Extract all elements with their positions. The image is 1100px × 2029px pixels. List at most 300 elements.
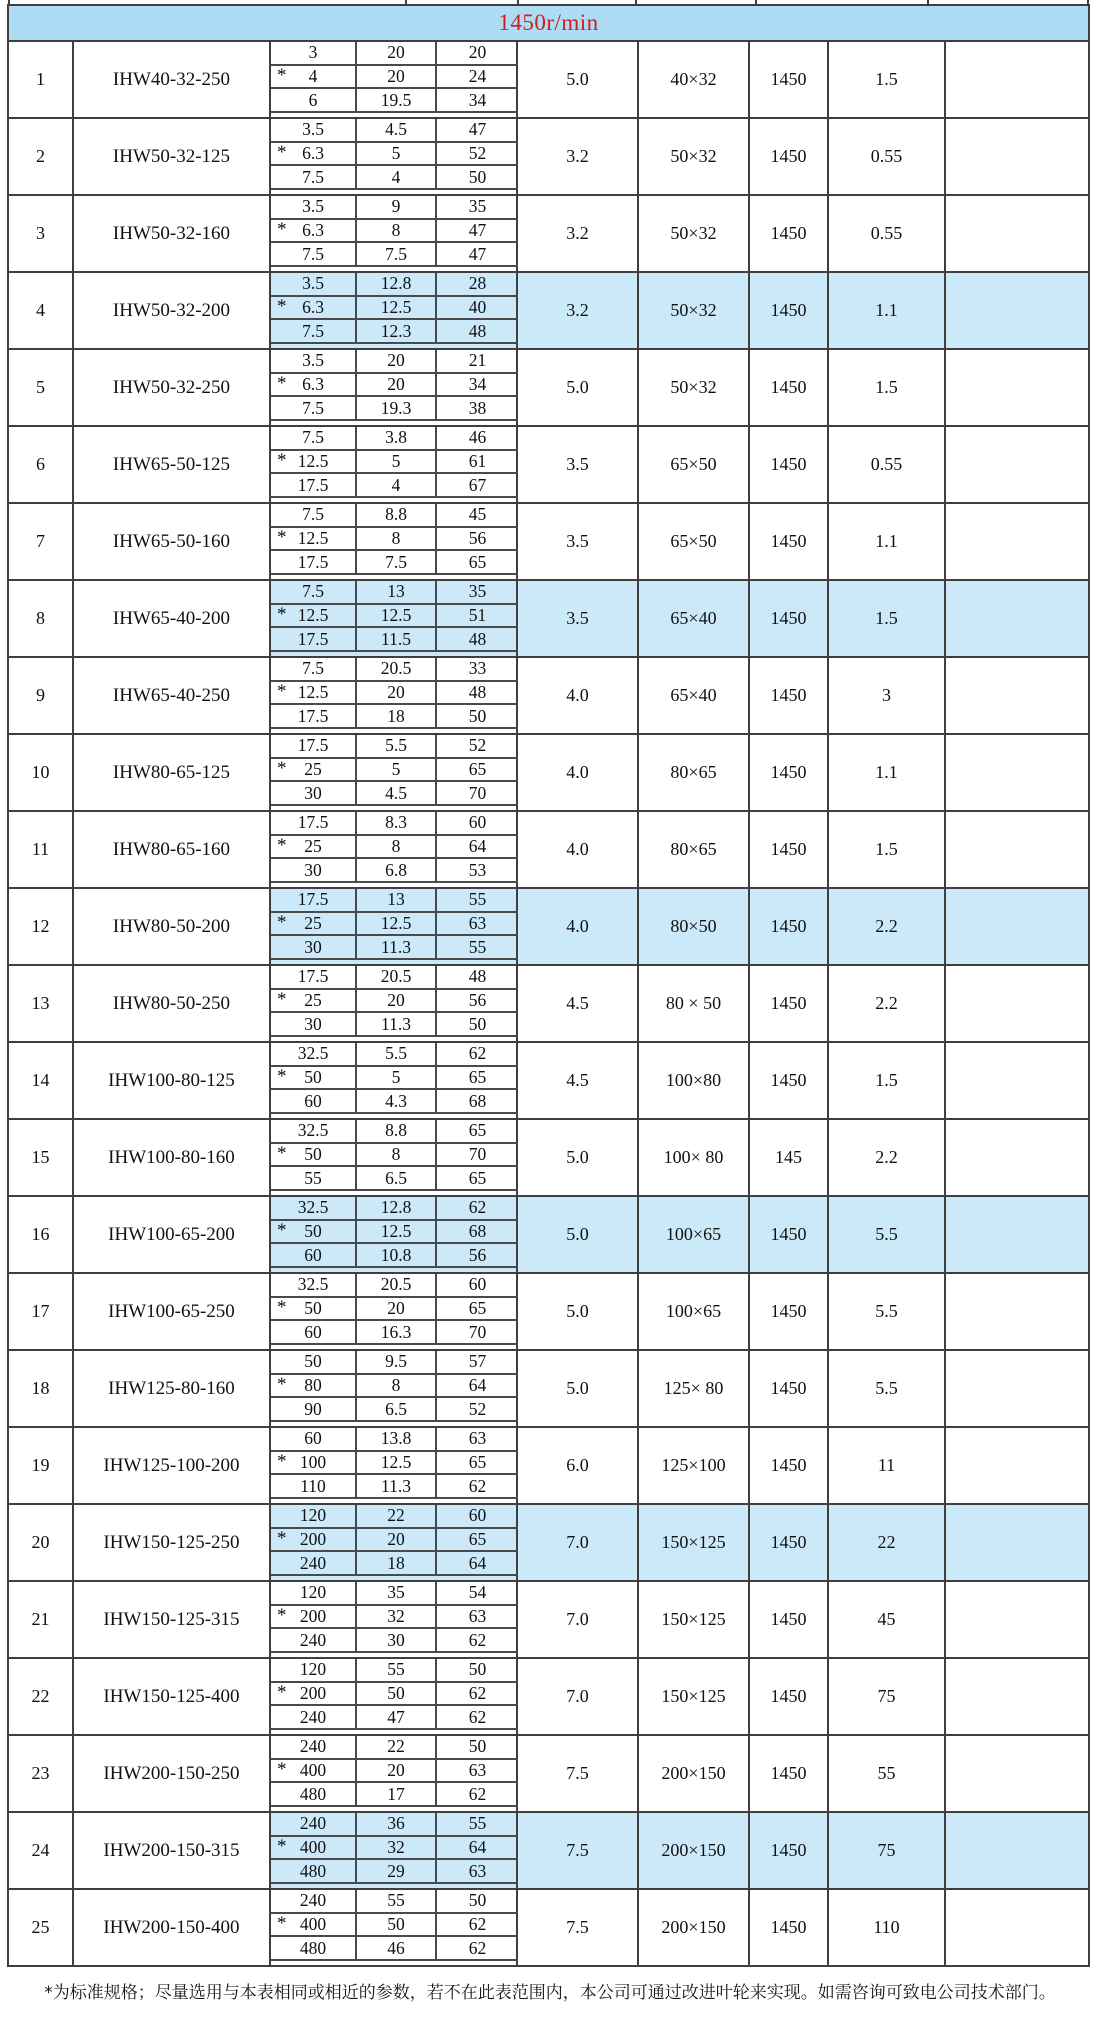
sub-cell-value: 16.3 xyxy=(380,1321,412,1342)
sub-cell-value: 10.8 xyxy=(380,1244,412,1265)
sub-cell-value: 52 xyxy=(468,735,487,756)
cell-power: 75 xyxy=(829,1813,946,1888)
sub-cell-value: 3.5 xyxy=(302,273,324,294)
cell-flow-head-eff xyxy=(271,581,518,656)
sub-cell-value: 200 xyxy=(299,1528,327,1549)
sub-cell-flow xyxy=(271,1890,357,1914)
sub-cell-value: 17.5 xyxy=(297,812,329,833)
table-row xyxy=(9,656,1088,733)
cell-power: 1.5 xyxy=(829,350,946,425)
cell-row-number: 8 xyxy=(9,581,74,656)
cell-npsh: 7.5 xyxy=(518,1890,639,1965)
sub-cell-value: 60 xyxy=(468,812,487,833)
sub-cell-efficiency xyxy=(437,1274,518,1298)
sub-cell-flow xyxy=(271,119,357,143)
sub-cell-value: 3 xyxy=(308,42,318,63)
sub-cell-value: 480 xyxy=(299,1783,327,1804)
cell-row-number: 7 xyxy=(9,504,74,579)
cell-flow-head-eff xyxy=(271,1351,518,1426)
cell-speed: 1450 xyxy=(750,966,829,1041)
cell-row-number: 2 xyxy=(9,119,74,194)
cell-flow-head-eff xyxy=(271,1043,518,1118)
sub-cell-value: 12.5 xyxy=(380,604,412,625)
sub-cell-head xyxy=(357,966,437,990)
sub-cell-value: 62 xyxy=(468,1783,487,1804)
sub-cell-efficiency xyxy=(437,320,518,344)
sub-cell-value: 6 xyxy=(308,89,318,110)
cell-flow-head-eff xyxy=(271,812,518,887)
sub-cell-efficiency xyxy=(437,889,518,913)
cell-power: 45 xyxy=(829,1582,946,1657)
sub-cell-efficiency xyxy=(437,682,518,706)
sub-cell-value: 8 xyxy=(391,1143,401,1164)
sub-cell-value: 13 xyxy=(387,889,405,910)
sub-cell-value: 60 xyxy=(304,1244,322,1265)
sub-cell-head xyxy=(357,273,437,297)
sub-cell-value: 12.5 xyxy=(297,681,329,702)
sub-cell-value: 32.5 xyxy=(297,1120,329,1141)
sub-cell-value: 50 xyxy=(304,1351,322,1372)
sub-cell-value: 25 xyxy=(304,912,322,933)
sub-cell-value: 7.5 xyxy=(302,243,324,264)
sub-cell-value: 34 xyxy=(468,373,487,394)
sub-cell-value: 70 xyxy=(468,1143,487,1164)
sub-cell-flow xyxy=(271,474,357,498)
sub-cell-value: 32.5 xyxy=(297,1197,329,1218)
top-border-tick xyxy=(517,0,519,5)
sub-cell-head xyxy=(357,812,437,836)
cell-power: 0.55 xyxy=(829,427,946,502)
sub-cell-flow xyxy=(271,1813,357,1837)
sub-cell-value: 8.3 xyxy=(385,812,407,833)
sub-cell-value: 64 xyxy=(468,835,487,856)
sub-cell-flow: * 12.5 xyxy=(271,451,357,475)
sub-cell-value: 55 xyxy=(304,1167,322,1188)
cell-speed: 1450 xyxy=(750,581,829,656)
sub-cell-value: 6.3 xyxy=(302,142,324,163)
cell-speed: 1450 xyxy=(750,1505,829,1580)
sub-cell-head xyxy=(357,397,437,421)
sub-cell-head xyxy=(357,658,437,682)
cell-blank xyxy=(946,42,1088,117)
cell-power: 2.2 xyxy=(829,966,946,1041)
sub-cell-value: 30 xyxy=(304,859,322,880)
cell-npsh: 5.0 xyxy=(518,42,639,117)
sub-cell-efficiency xyxy=(437,1813,518,1837)
cell-port-size: 200×150 xyxy=(639,1736,750,1811)
sub-cell-flow: * 25 xyxy=(271,913,357,937)
cell-npsh: 4.5 xyxy=(518,1043,639,1118)
sub-cell-value: 35 xyxy=(468,196,487,217)
cell-row-number: 21 xyxy=(9,1582,74,1657)
sub-cell-head xyxy=(357,528,437,552)
sub-cell-efficiency xyxy=(437,1351,518,1375)
sub-cell-efficiency xyxy=(437,735,518,759)
cell-power: 0.55 xyxy=(829,196,946,271)
cell-npsh: 4.0 xyxy=(518,889,639,964)
sub-cell-value: 7.5 xyxy=(302,504,324,525)
sub-cell-value: 22 xyxy=(387,1736,405,1757)
cell-flow-head-eff xyxy=(271,504,518,579)
cell-blank xyxy=(946,1043,1088,1118)
sub-cell-efficiency xyxy=(437,1221,518,1245)
cell-npsh: 6.0 xyxy=(518,1428,639,1503)
sub-cell-value: 50 xyxy=(387,1682,405,1703)
sub-cell-value: 63 xyxy=(468,912,487,933)
sub-cell-efficiency xyxy=(437,528,518,552)
cell-flow-head-eff xyxy=(271,42,518,117)
sub-cell-value: 35 xyxy=(468,581,487,602)
sub-cell-flow: * 80 xyxy=(271,1375,357,1399)
sub-cell-flow xyxy=(271,1274,357,1298)
sub-cell-flow: * 6.3 xyxy=(271,143,357,167)
sub-cell-efficiency xyxy=(437,1120,518,1144)
flow-head-eff-grid xyxy=(271,658,518,729)
cell-blank xyxy=(946,1351,1088,1426)
sub-cell-value: 20 xyxy=(387,1759,405,1780)
sub-cell-efficiency xyxy=(437,297,518,321)
sub-cell-efficiency xyxy=(437,89,518,113)
sub-cell-flow xyxy=(271,427,357,451)
sub-cell-head xyxy=(357,1582,437,1606)
sub-cell-flow xyxy=(271,705,357,729)
cell-port-size: 150×125 xyxy=(639,1505,750,1580)
cell-speed: 1450 xyxy=(750,427,829,502)
table-row xyxy=(9,964,1088,1041)
top-border-tick xyxy=(927,0,929,5)
sub-cell-head xyxy=(357,504,437,528)
sub-cell-efficiency xyxy=(437,812,518,836)
cell-npsh: 7.0 xyxy=(518,1582,639,1657)
sub-cell-value: 25 xyxy=(304,758,322,779)
sub-cell-efficiency xyxy=(437,1144,518,1168)
cell-row-number: 25 xyxy=(9,1890,74,1965)
sub-cell-efficiency xyxy=(437,1552,518,1576)
sub-cell-efficiency xyxy=(437,1659,518,1683)
sub-cell-value: 240 xyxy=(299,1706,327,1727)
sub-cell-head xyxy=(357,1552,437,1576)
cell-speed: 1450 xyxy=(750,1043,829,1118)
sub-cell-efficiency xyxy=(437,42,518,66)
sub-cell-head xyxy=(357,1375,437,1399)
sub-cell-head xyxy=(357,297,437,321)
top-border-tick xyxy=(405,0,407,5)
sub-cell-flow: * 25 xyxy=(271,836,357,860)
sub-cell-flow: * 200 xyxy=(271,1683,357,1707)
flow-head-eff-grid xyxy=(271,812,518,883)
sub-cell-efficiency xyxy=(437,119,518,143)
cell-npsh: 5.0 xyxy=(518,1351,639,1426)
sub-cell-head xyxy=(357,1013,437,1037)
cell-flow-head-eff xyxy=(271,1274,518,1349)
sub-cell-head xyxy=(357,1629,437,1653)
sub-cell-value: 20 xyxy=(468,42,487,63)
top-border-tick xyxy=(1087,0,1089,5)
cell-power: 1.1 xyxy=(829,273,946,348)
sub-cell-value: 30 xyxy=(304,936,322,957)
table-row xyxy=(9,579,1088,656)
cell-row-number: 3 xyxy=(9,196,74,271)
sub-cell-head xyxy=(357,1736,437,1760)
cell-model: IHW200-150-400 xyxy=(74,1890,271,1965)
sub-cell-value: 62 xyxy=(468,1197,487,1218)
sub-cell-flow xyxy=(271,1244,357,1268)
cell-power: 5.5 xyxy=(829,1351,946,1426)
table-row xyxy=(9,1811,1088,1888)
sub-cell-efficiency xyxy=(437,1398,518,1422)
sub-cell-efficiency xyxy=(437,1067,518,1091)
sub-cell-flow xyxy=(271,1629,357,1653)
sub-cell-head xyxy=(357,451,437,475)
sub-cell-flow: * 4 xyxy=(271,66,357,90)
sub-cell-head xyxy=(357,1067,437,1091)
sub-cell-value: 60 xyxy=(304,1321,322,1342)
cell-power: 1.5 xyxy=(829,1043,946,1118)
sub-cell-value: 20.5 xyxy=(380,658,412,679)
sub-cell-value: 6.3 xyxy=(302,373,324,394)
cell-port-size: 100×65 xyxy=(639,1274,750,1349)
sub-cell-value: 4 xyxy=(391,166,401,187)
sub-cell-value: 46 xyxy=(468,427,487,448)
sub-cell-head xyxy=(357,1144,437,1168)
sub-cell-efficiency xyxy=(437,1890,518,1914)
table-row xyxy=(9,1349,1088,1426)
cell-blank xyxy=(946,427,1088,502)
sub-cell-value: 50 xyxy=(304,1066,322,1087)
sub-cell-value: 47 xyxy=(468,243,487,264)
cell-model: IHW100-65-250 xyxy=(74,1274,271,1349)
sub-cell-flow xyxy=(271,1505,357,1529)
sub-cell-efficiency xyxy=(437,1475,518,1499)
cell-npsh: 4.0 xyxy=(518,812,639,887)
sub-cell-value: 7.5 xyxy=(302,166,324,187)
sub-cell-head xyxy=(357,143,437,167)
sub-cell-efficiency xyxy=(437,1606,518,1630)
sub-cell-value: 20 xyxy=(387,350,405,371)
sub-cell-head xyxy=(357,759,437,783)
sub-cell-value: 50 xyxy=(304,1297,322,1318)
cell-port-size: 50×32 xyxy=(639,350,750,425)
sub-cell-value: 65 xyxy=(468,1528,487,1549)
sub-cell-value: 25 xyxy=(304,835,322,856)
table-row xyxy=(9,1041,1088,1118)
cell-npsh: 7.0 xyxy=(518,1659,639,1734)
sub-cell-value: 7.5 xyxy=(302,397,324,418)
table-row xyxy=(9,425,1088,502)
sub-cell-efficiency xyxy=(437,1197,518,1221)
cell-port-size: 80×50 xyxy=(639,889,750,964)
cell-speed: 145 xyxy=(750,1120,829,1195)
cell-power: 1.5 xyxy=(829,42,946,117)
cell-blank xyxy=(946,735,1088,810)
cell-power: 5.5 xyxy=(829,1197,946,1272)
table-row xyxy=(9,1426,1088,1503)
cell-blank xyxy=(946,1659,1088,1734)
sub-cell-value: 65 xyxy=(468,551,487,572)
sub-cell-value: 240 xyxy=(299,1890,327,1911)
sub-cell-value: 4.5 xyxy=(385,782,407,803)
sub-cell-value: 20 xyxy=(387,1297,405,1318)
sub-cell-value: 21 xyxy=(468,350,487,371)
sub-cell-value: 33 xyxy=(468,658,487,679)
sub-cell-value: 56 xyxy=(468,989,487,1010)
cell-model: IHW100-65-200 xyxy=(74,1197,271,1272)
sub-cell-efficiency xyxy=(437,143,518,167)
cell-flow-head-eff xyxy=(271,119,518,194)
sub-cell-value: 240 xyxy=(299,1736,327,1757)
sub-cell-value: 64 xyxy=(468,1552,487,1573)
cell-speed: 1450 xyxy=(750,350,829,425)
sub-cell-head xyxy=(357,1783,437,1807)
sub-cell-value: 50 xyxy=(387,1913,405,1934)
sub-cell-value: 36 xyxy=(387,1813,405,1834)
sub-cell-head xyxy=(357,913,437,937)
cell-flow-head-eff xyxy=(271,658,518,733)
cell-power: 3 xyxy=(829,658,946,733)
sub-cell-head xyxy=(357,1428,437,1452)
sub-cell-value: 22 xyxy=(387,1505,405,1526)
sub-cell-value: 62 xyxy=(468,1682,487,1703)
sub-cell-value: 7.5 xyxy=(385,551,407,572)
table-row xyxy=(9,502,1088,579)
sub-cell-value: 20.5 xyxy=(380,966,412,987)
sub-cell-efficiency xyxy=(437,374,518,398)
cell-speed: 1450 xyxy=(750,1813,829,1888)
sub-cell-value: 5 xyxy=(391,142,401,163)
sub-cell-efficiency xyxy=(437,273,518,297)
sub-cell-value: 50 xyxy=(468,1013,487,1034)
sub-cell-value: 50 xyxy=(468,1659,487,1680)
sub-cell-efficiency xyxy=(437,1783,518,1807)
sub-cell-flow xyxy=(271,273,357,297)
sub-cell-value: 32.5 xyxy=(297,1043,329,1064)
cell-model: IHW150-125-315 xyxy=(74,1582,271,1657)
sub-cell-value: 17.5 xyxy=(297,628,329,649)
sub-cell-value: 12.5 xyxy=(297,450,329,471)
sub-cell-head xyxy=(357,889,437,913)
sub-cell-value: 61 xyxy=(468,450,487,471)
sub-cell-value: 53 xyxy=(468,859,487,880)
sub-cell-head xyxy=(357,350,437,374)
sub-cell-head xyxy=(357,196,437,220)
sub-cell-value: 40 xyxy=(468,296,487,317)
sub-cell-value: 30 xyxy=(304,1013,322,1034)
sub-cell-efficiency xyxy=(437,1321,518,1345)
sub-cell-flow: * 25 xyxy=(271,990,357,1014)
sub-cell-flow: * 12.5 xyxy=(271,528,357,552)
sub-cell-value: 47 xyxy=(468,219,487,240)
table-row xyxy=(9,1503,1088,1580)
cell-blank xyxy=(946,1428,1088,1503)
cell-port-size: 65×40 xyxy=(639,581,750,656)
sub-cell-flow xyxy=(271,166,357,190)
sub-cell-value: 50 xyxy=(468,166,487,187)
sub-cell-head xyxy=(357,1890,437,1914)
cell-speed: 1450 xyxy=(750,735,829,810)
cell-port-size: 200×150 xyxy=(639,1813,750,1888)
sub-cell-value: 8.8 xyxy=(385,504,407,525)
sub-cell-value: 12.8 xyxy=(380,1197,412,1218)
cell-model: IHW80-50-250 xyxy=(74,966,271,1041)
sub-cell-value: 19.5 xyxy=(380,89,412,110)
sub-cell-value: 30 xyxy=(304,782,322,803)
sub-cell-value: 240 xyxy=(299,1552,327,1573)
cell-flow-head-eff xyxy=(271,1813,518,1888)
cell-speed: 1450 xyxy=(750,1890,829,1965)
sub-cell-value: 17.5 xyxy=(297,966,329,987)
sub-cell-value: 8 xyxy=(391,1374,401,1395)
table-row xyxy=(9,40,1088,117)
cell-speed: 1450 xyxy=(750,196,829,271)
sub-cell-value: 200 xyxy=(299,1682,327,1703)
flow-head-eff-grid xyxy=(271,1351,518,1422)
cell-speed: 1450 xyxy=(750,1351,829,1426)
sub-cell-efficiency xyxy=(437,1860,518,1884)
sub-cell-value: 11.3 xyxy=(381,1013,411,1034)
flow-head-eff-grid xyxy=(271,504,518,575)
cell-blank xyxy=(946,1274,1088,1349)
cell-port-size: 150×125 xyxy=(639,1659,750,1734)
cell-speed: 1450 xyxy=(750,1582,829,1657)
cell-power: 75 xyxy=(829,1659,946,1734)
sub-cell-efficiency xyxy=(437,1452,518,1476)
sub-cell-value: 48 xyxy=(468,681,487,702)
sub-cell-value: 100 xyxy=(299,1451,327,1472)
cell-blank xyxy=(946,1582,1088,1657)
cell-power: 11 xyxy=(829,1428,946,1503)
sub-cell-value: 52 xyxy=(468,1398,487,1419)
sub-cell-efficiency xyxy=(437,1090,518,1114)
sub-cell-value: 62 xyxy=(468,1913,487,1934)
sub-cell-value: 63 xyxy=(468,1759,487,1780)
flow-head-eff-grid xyxy=(271,581,518,652)
sub-cell-head xyxy=(357,1120,437,1144)
sub-cell-flow: * 12.5 xyxy=(271,605,357,629)
cell-row-number: 16 xyxy=(9,1197,74,1272)
sub-cell-value: 60 xyxy=(468,1505,487,1526)
cell-flow-head-eff xyxy=(271,966,518,1041)
sub-cell-head xyxy=(357,1683,437,1707)
cell-row-number: 9 xyxy=(9,658,74,733)
sub-cell-head xyxy=(357,1321,437,1345)
sub-cell-head xyxy=(357,735,437,759)
cell-power: 22 xyxy=(829,1505,946,1580)
cell-port-size: 80×65 xyxy=(639,735,750,810)
sub-cell-efficiency xyxy=(437,859,518,883)
cell-npsh: 3.5 xyxy=(518,581,639,656)
sub-cell-value: 30 xyxy=(387,1629,405,1650)
cell-npsh: 3.2 xyxy=(518,119,639,194)
sub-cell-efficiency xyxy=(437,1629,518,1653)
cell-flow-head-eff xyxy=(271,1428,518,1503)
cell-flow-head-eff xyxy=(271,196,518,271)
cell-power: 1.5 xyxy=(829,812,946,887)
sub-cell-flow xyxy=(271,243,357,267)
sub-cell-value: 64 xyxy=(468,1836,487,1857)
sub-cell-head xyxy=(357,1659,437,1683)
pump-spec-table xyxy=(7,4,1090,1967)
sub-cell-value: 8 xyxy=(391,219,401,240)
sub-cell-value: 17.5 xyxy=(297,705,329,726)
sub-cell-value: 3.5 xyxy=(302,350,324,371)
cell-port-size: 80×65 xyxy=(639,812,750,887)
flow-head-eff-grid xyxy=(271,1120,518,1191)
cell-row-number: 22 xyxy=(9,1659,74,1734)
sub-cell-head xyxy=(357,1529,437,1553)
sub-cell-head xyxy=(357,474,437,498)
cell-model: IHW65-50-125 xyxy=(74,427,271,502)
flow-head-eff-grid xyxy=(271,350,518,421)
